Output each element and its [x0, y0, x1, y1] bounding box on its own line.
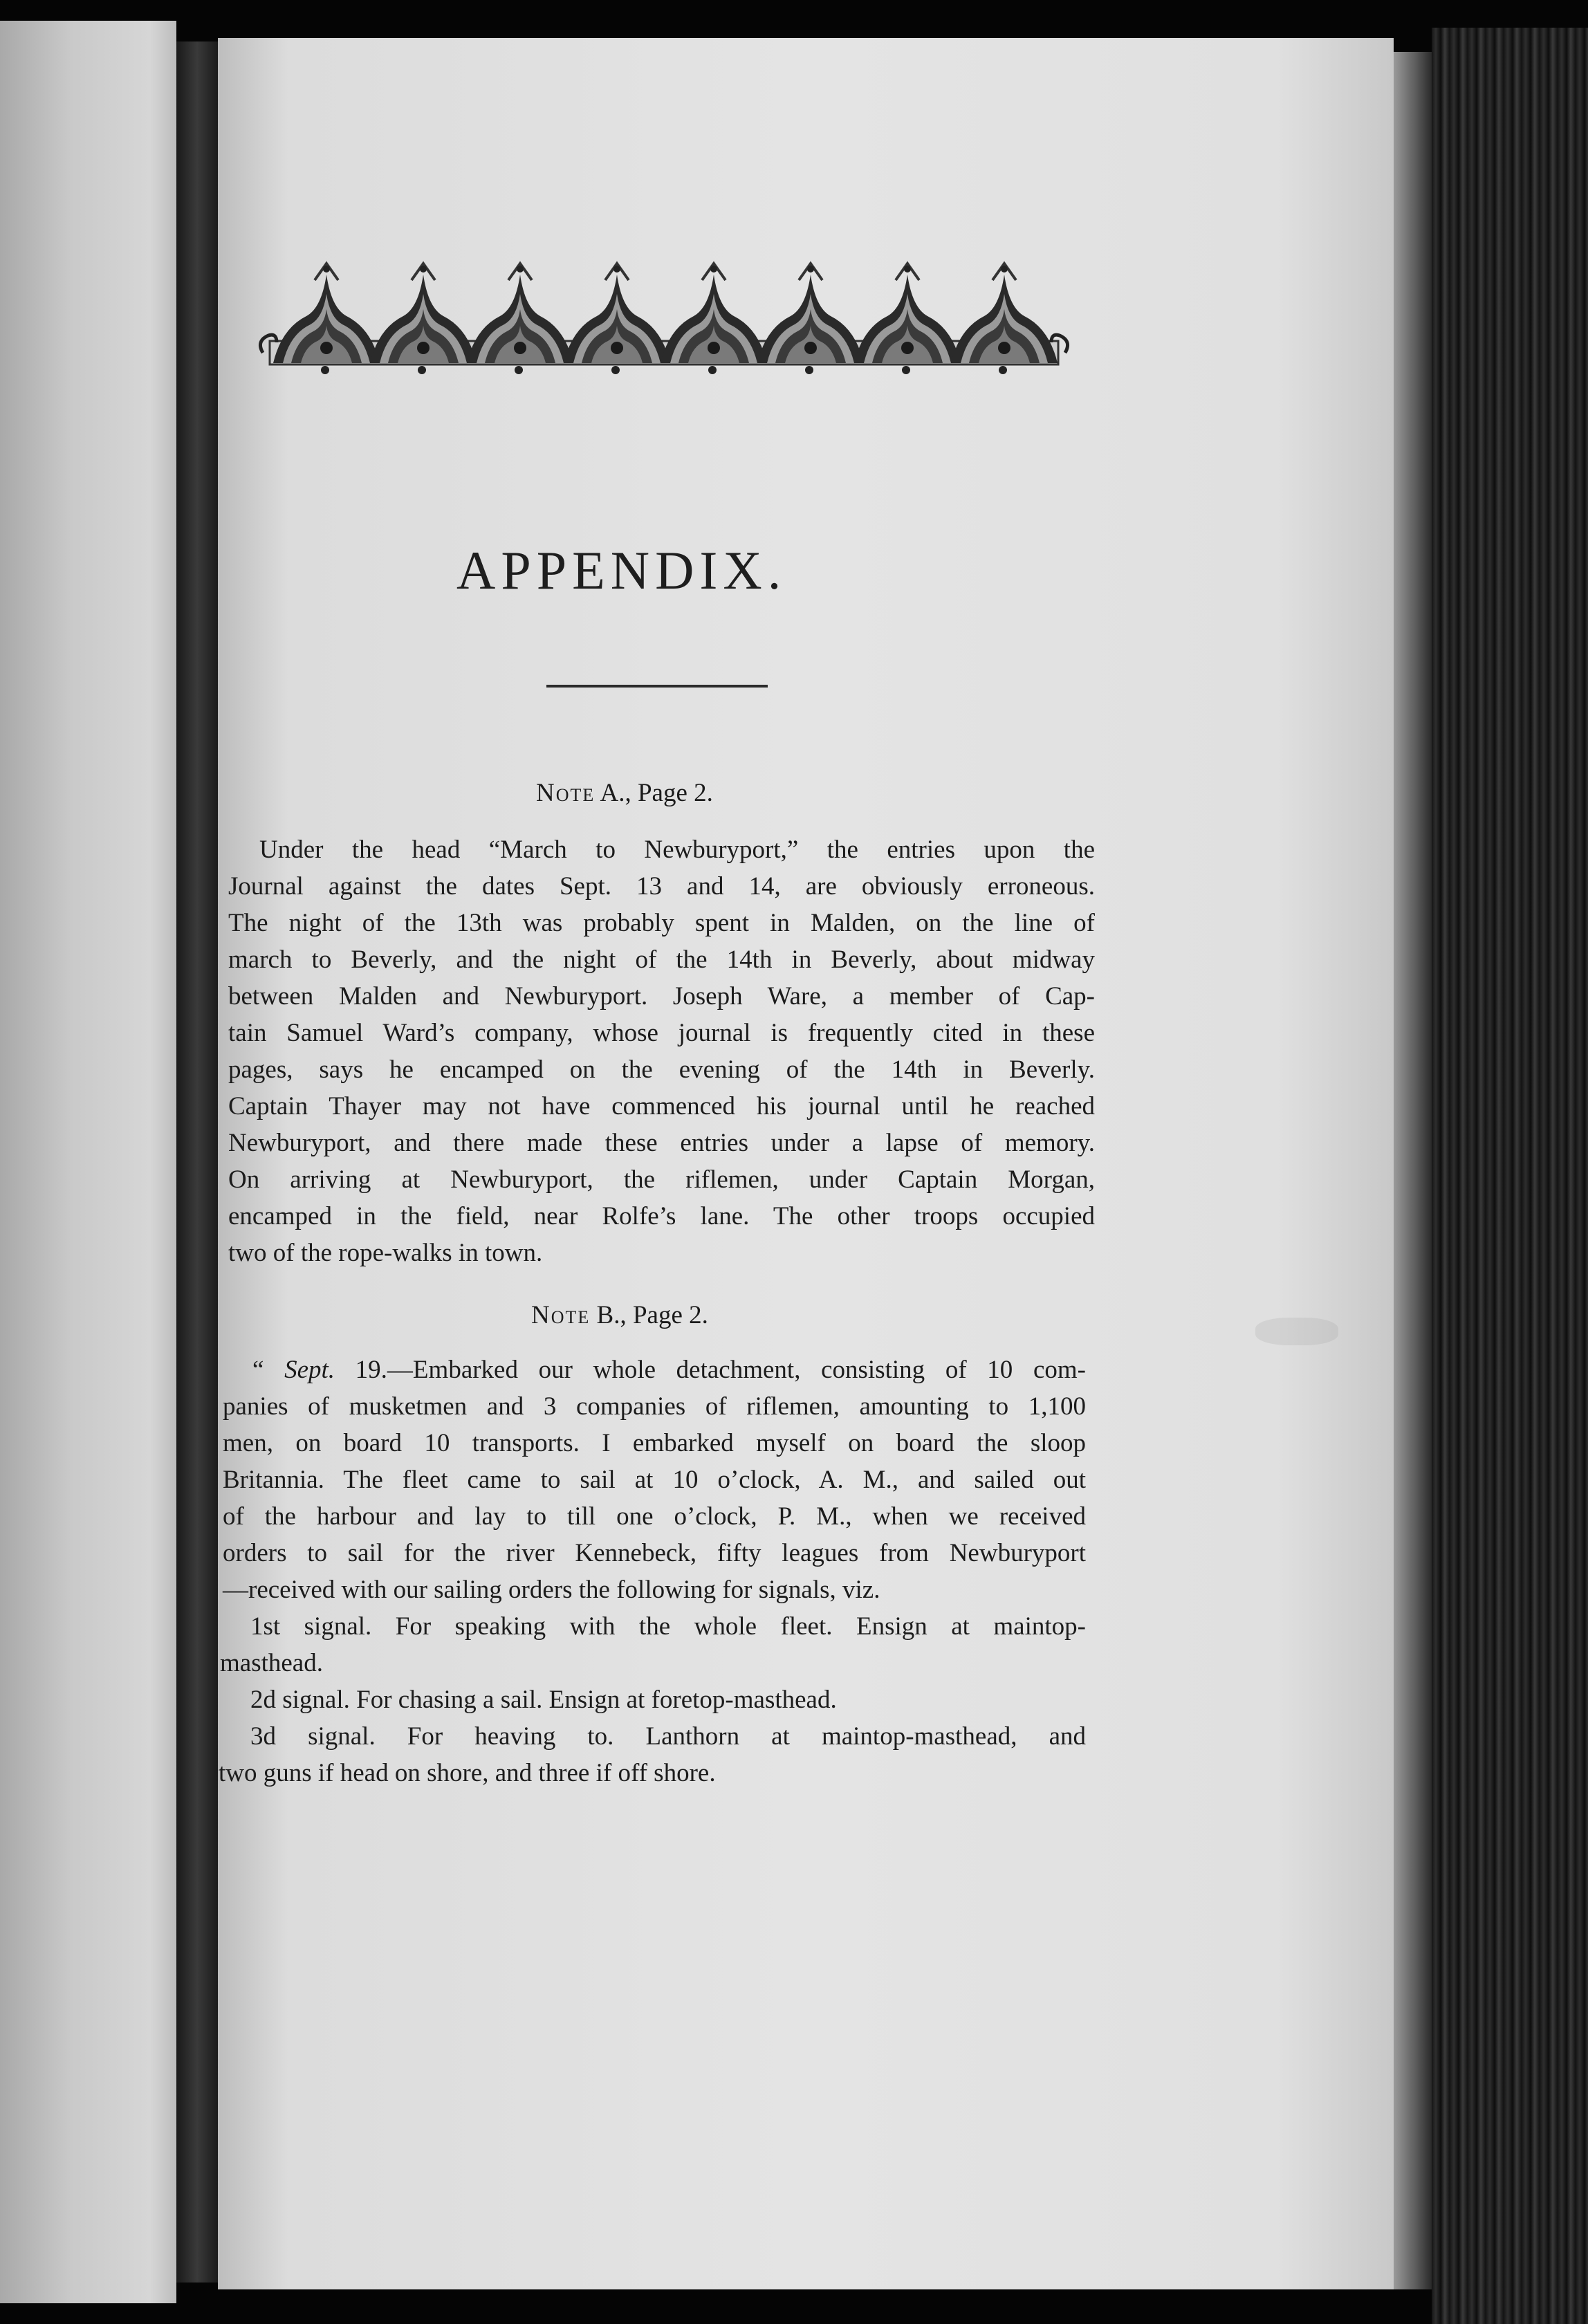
first-line-text: 19.—Embarked our whole detachment, consisting of 10 com- — [335, 1357, 1086, 1384]
page-title: APPENDIX. — [456, 540, 787, 600]
date-italic: Sept. — [284, 1357, 335, 1384]
note-a-line: Under the head “March to Newburyport,” the entries upon the — [259, 837, 1095, 864]
open-quote: “ — [252, 1357, 285, 1384]
note-a-heading-label: Note — [536, 779, 596, 807]
note-a-line: tain Samuel Ward’s company, whose journal is frequently cited in these — [228, 1020, 1095, 1047]
book-spine — [1432, 28, 1588, 2324]
note-b-line: orders to sail for the river Kennebeck, fifty leagues from Newburyport — [223, 1540, 1086, 1567]
note-b-line: of the harbour and lay to till one o’clock, P. M., when we received — [223, 1504, 1086, 1531]
note-a-line: two of the rope-walks in town. — [228, 1239, 543, 1267]
note-a-line: between Malden and Newburyport. Joseph Ware, a member of Cap- — [228, 984, 1095, 1011]
note-a-line: encamped in the field, near Rolfe’s lane. The other troops occupied — [228, 1204, 1095, 1230]
note-b-line: 1st signal. For speaking with the whole fleet. Ensign at maintop- — [250, 1614, 1086, 1641]
note-b-line: two guns if head on shore, and three if off shore. — [219, 1759, 716, 1787]
note-a-line: The night of the 13th was probably spent in Malden, on the line of — [228, 910, 1095, 937]
note-b-heading-rest: B., Page 2. — [596, 1301, 708, 1329]
note-b-line: Britannia. The fleet came to sail at 10 o’clock, A. M., and sailed out — [223, 1467, 1086, 1494]
note-a-heading-rest: A., Page 2. — [600, 779, 713, 807]
gutter-shadow — [176, 42, 218, 2282]
page-edge — [1394, 52, 1432, 2289]
note-a-line: On arriving at Newburyport, the riflemen, under Captain Morgan, — [228, 1167, 1095, 1194]
note-b-line: —received with our sailing orders the following for signals, viz. — [223, 1576, 880, 1604]
note-a-line: Journal against the dates Sept. 13 and 14, are obviously erroneous. — [228, 874, 1095, 901]
note-a-line: pages, says he encamped on the evening of the 14th in Beverly. — [228, 1057, 1095, 1084]
note-a-heading — [536, 778, 951, 808]
facing-page-left — [0, 21, 176, 2303]
note-a-line: Newburyport, and there made these entries under a lapse of memory. — [228, 1130, 1095, 1157]
note-a-line: Captain Thayer may not have commenced his journal until he reached — [228, 1094, 1095, 1120]
title-divider — [546, 685, 768, 688]
note-a-line: march to Beverly, and the night of the 14th in Beverly, about midway — [228, 947, 1095, 974]
note-b-heading — [531, 1300, 946, 1330]
paper-stain — [1255, 1318, 1338, 1345]
note-b-heading-label: Note — [531, 1301, 591, 1329]
note-b-first-line — [252, 1357, 1086, 1387]
gothic-arch-ornament-icon — [256, 259, 1072, 377]
note-b-line: men, on board 10 transports. I embarked myself on board the sloop — [223, 1430, 1086, 1457]
note-b-line: 2d signal. For chasing a sail. Ensign at foretop-masthead. — [250, 1686, 837, 1714]
note-b-line: panies of musketmen and 3 companies of riflemen, amounting to 1,100 — [223, 1394, 1086, 1421]
note-b-line: masthead. — [220, 1649, 323, 1677]
note-b-line: 3d signal. For heaving to. Lanthorn at maintop-masthead, and — [250, 1724, 1086, 1751]
